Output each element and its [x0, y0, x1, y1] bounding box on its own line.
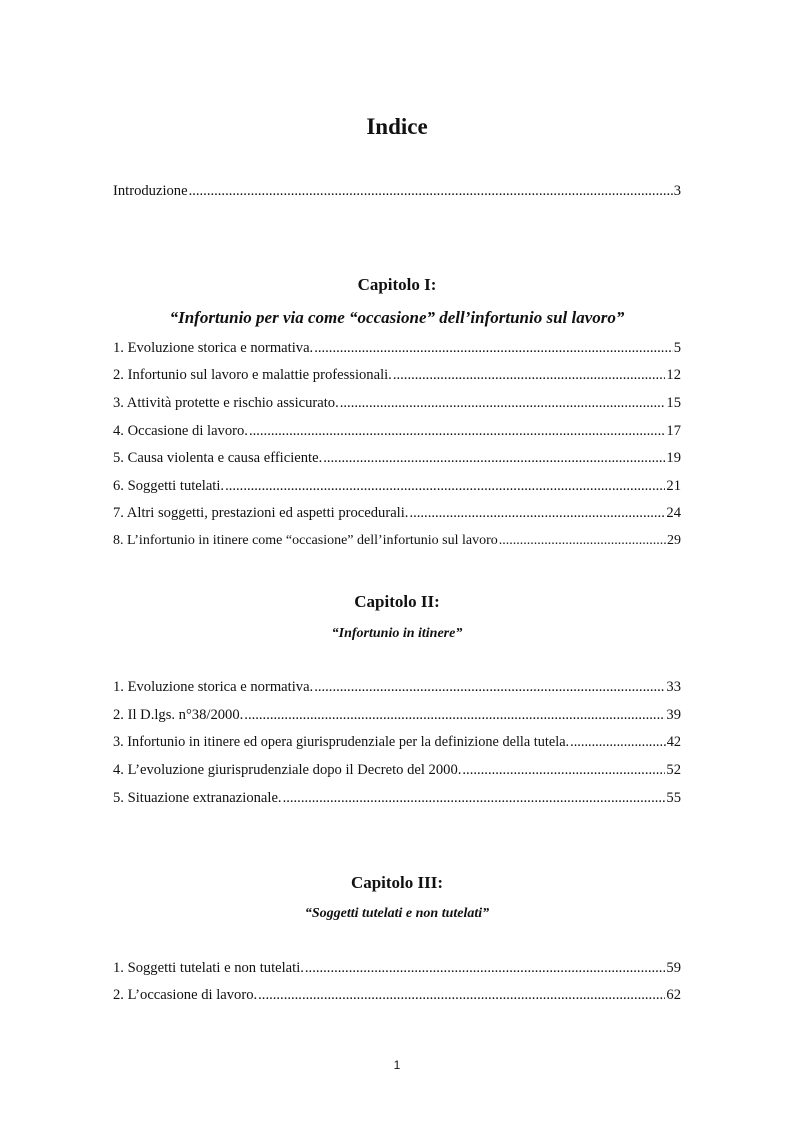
toc-entry[interactable] [113, 450, 681, 467]
toc-entry[interactable] [113, 340, 681, 357]
leader-dots [283, 790, 666, 807]
toc-entry-label: 4. L’evoluzione giurisprudenziale dopo il Decreto del 2000. [113, 762, 462, 778]
toc-entry-page: 21 [666, 478, 681, 494]
toc-entry-page: 19 [666, 450, 681, 466]
toc-entry-page: 59 [666, 960, 681, 976]
toc-entry-label: 2. L’occasione di lavoro. [113, 987, 258, 1003]
chapter-heading: Capitolo II: [354, 592, 440, 611]
toc-entry-page: 55 [666, 790, 681, 806]
toc-entry-page: 24 [666, 505, 681, 521]
toc-entry[interactable] [113, 367, 681, 384]
toc-entry-page: 39 [666, 707, 681, 723]
leader-dots [393, 367, 666, 384]
toc-entry[interactable] [113, 505, 681, 522]
toc-entry-page: 33 [666, 679, 681, 695]
toc-entry-page: 62 [666, 987, 681, 1003]
toc-entry[interactable] [113, 707, 681, 724]
leader-dots [225, 478, 665, 495]
toc-entry[interactable] [113, 395, 681, 412]
toc-entry-introduzione[interactable] [113, 183, 681, 200]
toc-entry-label: 2. Infortunio sul lavoro e malattie professionali. [113, 367, 392, 383]
toc-entry-label: 4. Occasione di lavoro. [113, 423, 248, 439]
page-number: 1 [393, 1058, 401, 1072]
toc-entry-label: 5. Causa violenta e causa efficiente. [113, 450, 323, 466]
toc-entry[interactable] [113, 423, 681, 440]
toc-entry-label: 7. Altri soggetti, prestazioni ed aspetti procedurali. [113, 505, 409, 521]
toc-entry-page: 3 [673, 183, 681, 199]
leader-dots [462, 762, 665, 779]
toc-entry-label: 1. Evoluzione storica e normativa. [113, 679, 314, 695]
leader-dots [189, 183, 673, 200]
leader-dots [258, 987, 665, 1004]
leader-dots [409, 505, 665, 522]
toc-entry-label: 6. Soggetti tutelati. [113, 478, 225, 494]
toc-entry-page: 17 [666, 423, 681, 439]
chapter-subtitle: “Soggetti tutelati e non tutelati” [304, 906, 490, 921]
toc-entry-label: 8. L’infortunio in itinere come “occasione” dell’infortunio sul lavoro [113, 533, 498, 548]
chapter-heading: Capitolo III: [350, 873, 444, 892]
toc-entry-label: 5. Situazione extranazionale. [113, 790, 282, 806]
toc-entry-label: 1. Soggetti tutelati e non tutelati. [113, 960, 304, 976]
toc-entry-page: 12 [666, 367, 681, 383]
toc-entry-label: 3. Attività protette e rischio assicurato. [113, 395, 339, 411]
toc-entry-label: 3. Infortunio in itinere ed opera giurisprudenziale per la definizione della tutela. [113, 734, 570, 750]
toc-entry-label: 2. Il D.lgs. n°38/2000. [113, 707, 244, 723]
toc-entry[interactable] [113, 679, 681, 696]
toc-entry-page: 29 [667, 533, 681, 548]
toc-entry-label: 1. Evoluzione storica e normativa. [113, 340, 314, 356]
leader-dots [323, 450, 665, 467]
leader-dots [340, 395, 666, 412]
leader-dots [499, 533, 666, 549]
chapter-heading: Capitolo I: [357, 275, 437, 294]
page-title: Indice [366, 114, 428, 139]
toc-entry-page: 5 [673, 340, 681, 356]
toc-entry-page: 52 [666, 762, 681, 778]
toc-entry[interactable] [113, 987, 681, 1004]
toc-entry-page: 15 [666, 395, 681, 411]
toc-entry[interactable] [113, 960, 681, 977]
toc-entry-page: 42 [666, 734, 681, 750]
leader-dots [305, 960, 666, 977]
chapter-subtitle: “Infortunio per via come “occasione” dell’infortunio sul lavoro” [169, 308, 625, 327]
leader-dots [570, 734, 666, 751]
leader-dots [244, 707, 665, 724]
leader-dots [249, 423, 665, 440]
toc-entry[interactable] [113, 790, 681, 807]
toc-entry-label: Introduzione [113, 183, 188, 199]
toc-entry[interactable] [113, 533, 681, 549]
leader-dots [314, 679, 665, 696]
toc-entry[interactable] [113, 478, 681, 495]
chapter-subtitle: “Infortunio in itinere” [331, 626, 463, 641]
toc-entry[interactable] [113, 762, 681, 779]
toc-entry[interactable] [113, 734, 681, 751]
leader-dots [314, 340, 673, 357]
